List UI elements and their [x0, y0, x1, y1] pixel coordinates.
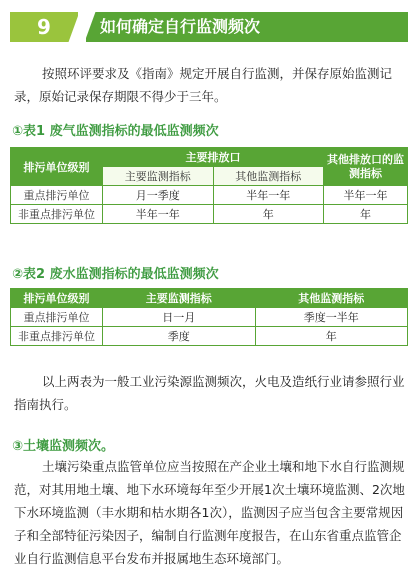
note-paragraph: [14, 370, 406, 416]
row-level: 重点排污单位: [11, 308, 103, 327]
col-level-header: 排污单位级别: [11, 148, 103, 186]
table-row: [11, 186, 408, 205]
row-level: 非重点排污单位: [11, 327, 103, 346]
waste-water-table: [10, 288, 408, 346]
section-banner: [10, 12, 408, 42]
row-other: 年: [213, 205, 324, 224]
section-number: 9: [10, 12, 78, 42]
row-level: 重点排污单位: [11, 186, 103, 205]
col-main-header: 主要监测指标: [103, 289, 256, 308]
table-row: [11, 205, 408, 224]
col-level-header: 排污单位级别: [11, 289, 103, 308]
row-level: 非重点排污单位: [11, 205, 103, 224]
col-other-header: 其他监测指标: [255, 289, 408, 308]
table2-heading: ②表2 废水监测指标的最低监测频次: [12, 267, 219, 282]
row-outlet: 半年一年: [324, 186, 408, 205]
exhaust-gas-table: [10, 147, 408, 224]
row-main: 月一季度: [103, 186, 214, 205]
intro-paragraph: [14, 62, 406, 108]
soil-paragraph: [14, 455, 406, 570]
table-row: [11, 327, 408, 346]
col-main-indicator-header: 主要监测指标: [103, 167, 214, 186]
table-row: [11, 308, 408, 327]
intro-text: 按照环评要求及《指南》规定开展自行监测，并保存原始监测记录，原始记录保存期限不得少于三年。: [14, 66, 393, 104]
row-main: 季度: [103, 327, 256, 346]
soil-text: 土壤污染重点监管单位应当按照在产企业土壤和地下水自行监测规范，对其用地土壤、地下水环境每年至少开展1次土壤环境监测、2次地下水环境监测（丰水期和枯水期各1次），监测因子应当包含主要常规因子和全部特征污染因子，编制自行监测年度报告，在山东省重点监管企业自行监测信息平台发布并报属地生态环境部门。: [14, 459, 405, 566]
col-other-indicator-header: 其他监测指标: [213, 167, 324, 186]
table1-heading: ①表1 废气监测指标的最低监测频次: [12, 124, 219, 139]
row-other: 年: [255, 327, 408, 346]
section-title: 如何确定自行监测频次: [86, 12, 408, 42]
soil-heading: ③土壤监测频次。: [12, 439, 115, 454]
note-text: 以上两表为一般工业污染源监测频次，火电及造纸行业请参照行业指南执行。: [14, 374, 405, 412]
row-outlet: 年: [324, 205, 408, 224]
row-main: 日一月: [103, 308, 256, 327]
row-other: 半年一年: [213, 186, 324, 205]
col-main-outlet-header: 主要排放口: [103, 148, 324, 167]
row-main: 半年一年: [103, 205, 214, 224]
row-other: 季度一半年: [255, 308, 408, 327]
col-other-outlet-header: 其他排放口的监测指标: [324, 148, 408, 186]
